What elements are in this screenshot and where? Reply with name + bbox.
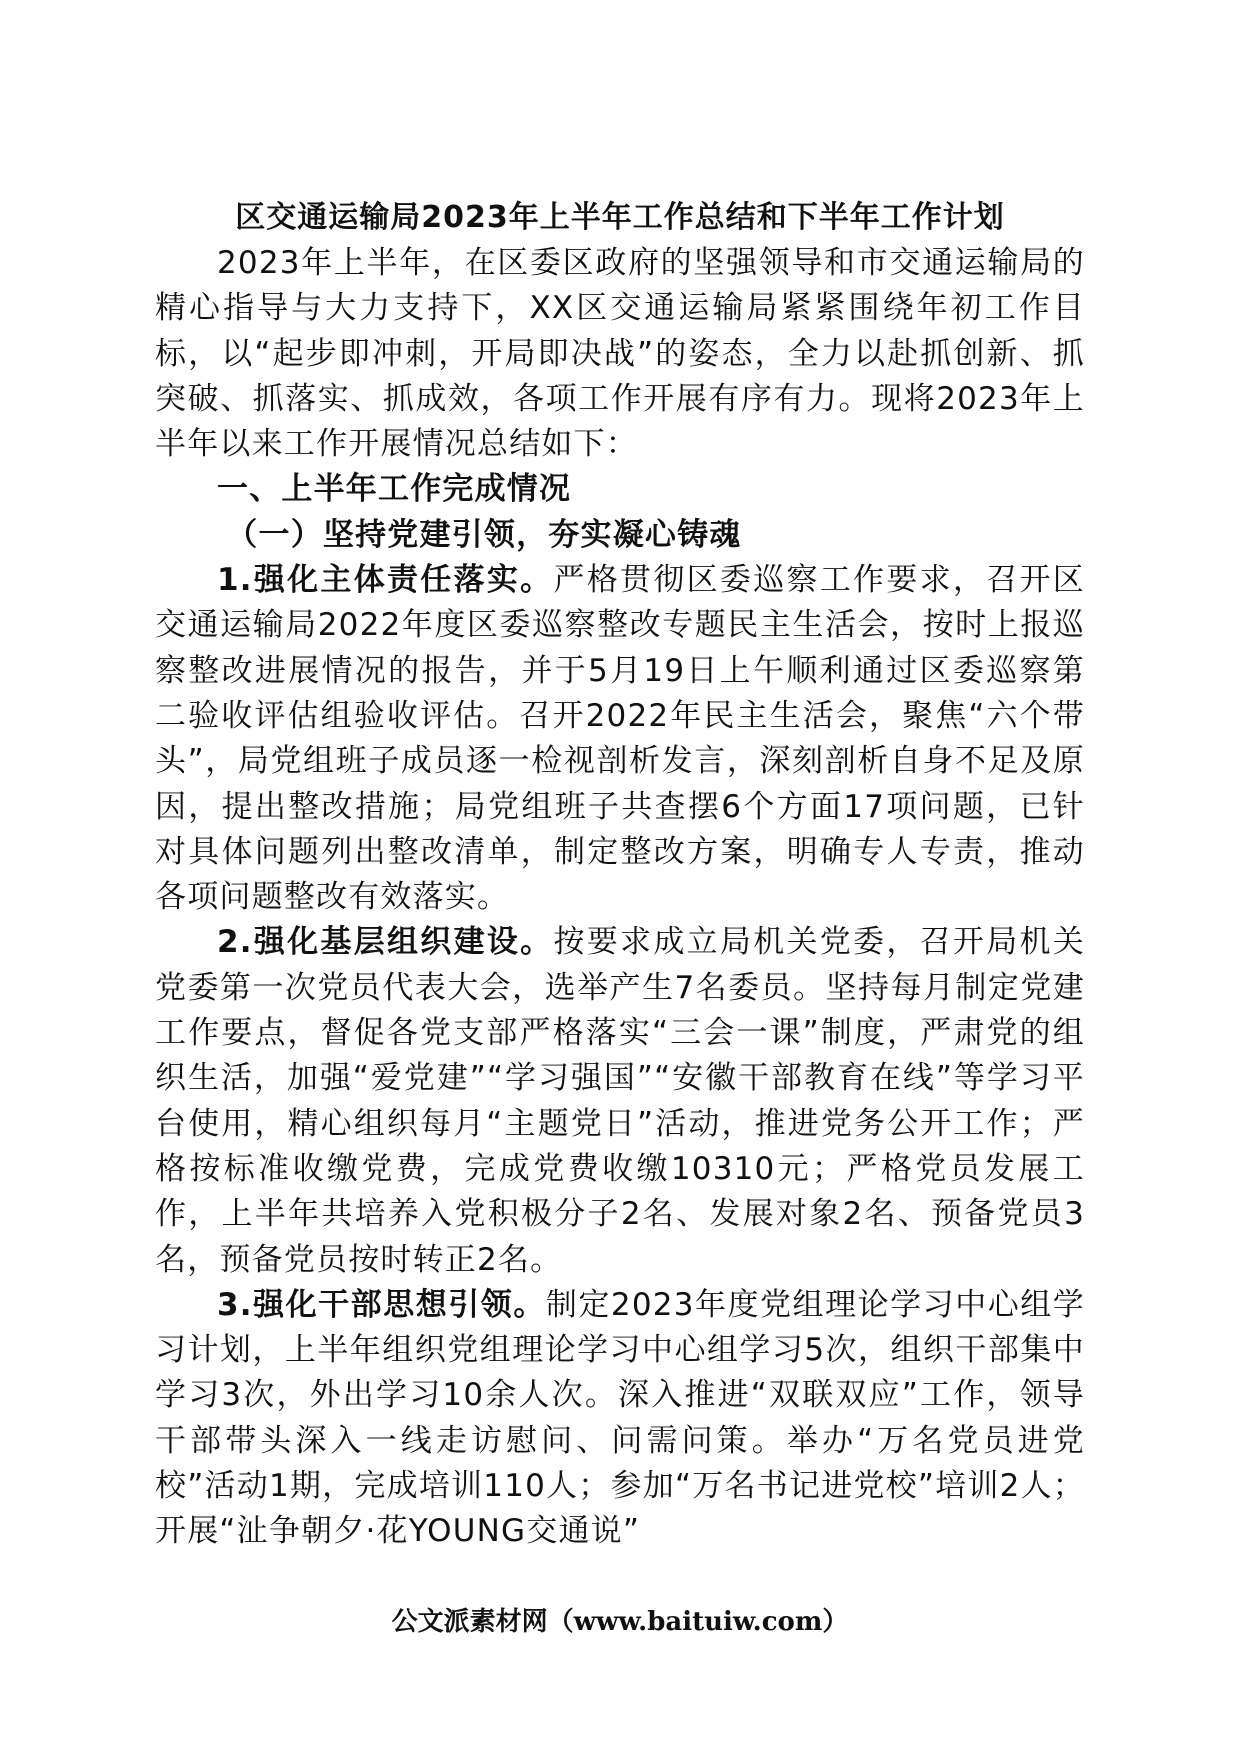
item-text-2: 按要求成立局机关党委，召开局机关党委第一次党员代表大会，选举产生7名委员。坚持每月制定党建工作要点，督促各党支部严格落实“三会一课”制度，严肃党的组织生活，加强“爱党建”“学习强国”“安徽干部教育在线”等学习平台使用，精心组织每月“主题党日”活动，推进党务公开工作；严格按标准收缴党费，完成党费收缴10310元；严格党员发展工作，上半年共培养入党积极分子2名、发展对象2名、预备党员3名，预备党员按时转正2名。 bbox=[155, 924, 1086, 1278]
document-body bbox=[155, 241, 1085, 1555]
subsection-heading: （一）坚持党建引领，夯实凝心铸魂 bbox=[226, 516, 742, 553]
item-text-3: 制定2023年度党组理论学习中心组学习计划，上半年组织党组理论学习中心组学习5次，组织干部集中学习3次，外出学习10余人次。深入推进“双联双应”工作，领导干部带头深入一线走访慰问、问需问策。举办“万名党员进党校”活动1期，完成培训110人；参加“万名书记进党校”培训2人；开展“沚争朝夕·花YOUNG交通说” bbox=[155, 1286, 1085, 1550]
item-lead-3: 3.强化干部思想引领。 bbox=[217, 1286, 546, 1323]
item-paragraph-2 bbox=[155, 920, 1085, 1282]
item-lead-1: 1.强化主体责任落实。 bbox=[217, 562, 554, 599]
item-text-1: 严格贯彻区委巡察工作要求，召开区交通运输局2022年度区委巡察整改专题民主生活会，按时上报巡察整改进展情况的报告，并于5月19日上午顺利通过区委巡察第二验收评估组验收评估。召开2022年民主生活会，聚焦“六个带头”，局党组班子成员逐一检视剖析发言，深刻剖析自身不足及原因，提出整改措施；局党组班子共查摆6个方面17项问题，已针对具体问题列出整改清单，制定整改方案，明确专人专责，推动各项问题整改有效落实。 bbox=[155, 562, 1086, 916]
footer-watermark: 公文派素材网（www.baituiw.com） bbox=[391, 1607, 849, 1637]
document-title: 区交通运输局2023年上半年工作总结和下半年工作计划 bbox=[235, 200, 1005, 235]
item-paragraph-3 bbox=[155, 1283, 1085, 1555]
item-lead-2: 2.强化基层组织建设。 bbox=[217, 924, 554, 961]
intro-paragraph: 2023年上半年，在区委区政府的坚强领导和市交通运输局的精心指导与大力支持下，XX区交通运输局紧紧围绕年初工作目标，以“起步即冲刺，开局即决战”的姿态，全力以赴抓创新、抓突破、抓落实、抓成效，各项工作开展有序有力。现将2023年上半年以来工作开展情况总结如下： bbox=[155, 245, 1085, 463]
section-heading: 一、上半年工作完成情况 bbox=[217, 471, 572, 508]
item-paragraph-1 bbox=[155, 558, 1085, 920]
